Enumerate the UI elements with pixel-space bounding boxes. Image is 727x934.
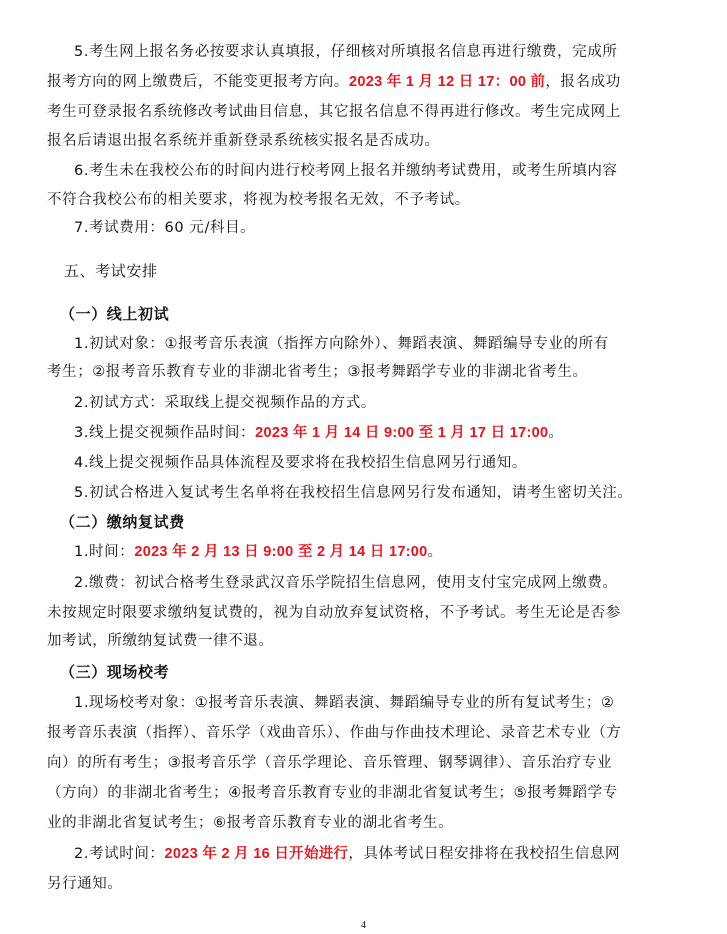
- paragraph-line: [74, 161, 687, 181]
- paragraph-line: [47, 603, 687, 623]
- paragraph-line: [47, 753, 687, 773]
- deadline-highlight: 2023 年 2 月 13 日 9:00 至 2 月 14 日 17:00: [134, 544, 428, 560]
- subsection-title: （一）线上初试: [60, 305, 170, 323]
- text-segment: 业的非湖北省复试考生；⑥报考音乐教育专业的湖北省考生。: [47, 815, 454, 831]
- text-segment: （方向）的非湖北省考生；④报考音乐教育专业的非湖北省复试考生；⑤报考舞蹈学专: [47, 785, 618, 801]
- text-segment: 2.考试时间：: [74, 846, 165, 862]
- paragraph-line: [47, 723, 687, 743]
- page-number: 4: [361, 920, 366, 931]
- paragraph-line: [47, 102, 687, 122]
- paragraph-line: [74, 693, 687, 713]
- deadline-highlight: 2023 年 1 月 12 日 17：00 前: [349, 74, 546, 90]
- subsection-heading: [60, 304, 700, 324]
- paragraph-line: [47, 813, 687, 833]
- text-segment: 加考试，所缴纳复试费一律不退。: [47, 633, 274, 649]
- deadline-highlight: 2023 年 1 月 14 日 9:00 至 1 月 17 日 17:00: [255, 425, 549, 441]
- paragraph-line: [47, 190, 687, 210]
- text-segment: 。: [548, 425, 564, 441]
- subsection-heading: [60, 662, 700, 682]
- text-segment: 另行通知。: [47, 876, 123, 892]
- paragraph-line: [47, 72, 687, 92]
- text-segment: 报考音乐表演（指挥）、音乐学（戏曲音乐）、作曲与作曲技术理论、录音艺术专业（方: [47, 725, 622, 741]
- text-segment: 不符合我校公布的相关要求，将视为校考报名无效，不予考试。: [47, 192, 470, 208]
- section-heading: [64, 261, 687, 281]
- text-segment: 2.缴费：初试合格考生登录武汉音乐学院招生信息网，使用支付宝完成网上缴费。: [74, 575, 618, 591]
- deadline-highlight: 2023 年 2 月 16 日开始进行: [164, 846, 349, 862]
- text-segment: 考生可登录报名系统修改考试曲目信息，其它报名信息不得再进行修改。考生完成网上: [47, 104, 621, 120]
- text-segment: 考生；②报考音乐教育专业的非湖北省考生；③报考舞蹈学专业的非湖北省考生。: [47, 364, 588, 380]
- text-segment: 。: [427, 544, 443, 560]
- text-segment: 3.线上提交视频作品时间：: [74, 425, 256, 441]
- paragraph-line: [74, 423, 687, 443]
- paragraph-line: [74, 453, 687, 473]
- text-segment: 报考方向的网上缴费后，不能变更报考方向。: [47, 74, 349, 90]
- text-segment: 1.现场校考对象：①报考音乐表演、舞蹈表演、舞蹈编导专业的所有复试考生；②: [74, 695, 615, 711]
- subsection-heading: [60, 512, 700, 532]
- subsection-title: （二）缴纳复试费: [60, 513, 185, 531]
- text-segment: 未按规定时限要求缴纳复试费的，视为自动放弃复试资格，不予考试。考生无论是否参: [47, 605, 621, 621]
- paragraph-line: [74, 393, 687, 413]
- paragraph-line: [47, 874, 687, 894]
- paragraph-line: [47, 631, 687, 651]
- paragraph-line: [74, 483, 687, 503]
- paragraph-line: [47, 783, 687, 803]
- text-segment: 2.初试方式：采取线上提交视频作品的方式。: [74, 395, 376, 411]
- paragraph-line: [74, 218, 687, 238]
- text-segment: 5.初试合格进入复试考生名单将在我校招生信息网另行发布通知，请考生密切关注。: [74, 485, 633, 501]
- paragraph-line: [47, 131, 687, 151]
- text-segment: 4.线上提交视频作品具体流程及要求将在我校招生信息网另行通知。: [74, 455, 527, 471]
- paragraph-line: [74, 573, 687, 593]
- section-title: 五、考试安排: [64, 262, 158, 280]
- paragraph-line: [74, 334, 687, 354]
- paragraph-line: [74, 844, 687, 864]
- paragraph-line: [47, 362, 687, 382]
- text-segment: 6.考生未在我校公布的时间内进行校考网上报名并缴纳考试费用，或考生所填内容: [74, 163, 618, 179]
- text-segment: 报名后请退出报名系统并重新登录系统核实报名是否成功。: [47, 133, 440, 149]
- text-segment: 1.时间：: [74, 544, 135, 560]
- text-segment: 5.考生网上报名务必按要求认真填报，仔细核对所填报名信息再进行缴费，完成所: [74, 44, 618, 60]
- paragraph-line: [74, 542, 687, 562]
- text-segment: 1.初试对象：①报考音乐表演（指挥方向除外）、舞蹈表演、舞蹈编导专业的所有: [74, 336, 609, 352]
- text-segment: ，报名成功: [545, 74, 621, 90]
- text-segment: ，具体考试日程安排将在我校招生信息网: [348, 846, 621, 862]
- text-segment: 7.考试费用：60 元/科目。: [74, 220, 256, 236]
- text-segment: 向）的所有考生；③报考音乐学（音乐学理论、音乐管理、钢琴调律）、音乐治疗专业: [47, 755, 613, 771]
- subsection-title: （三）现场校考: [60, 663, 170, 681]
- paragraph-line: [74, 42, 687, 62]
